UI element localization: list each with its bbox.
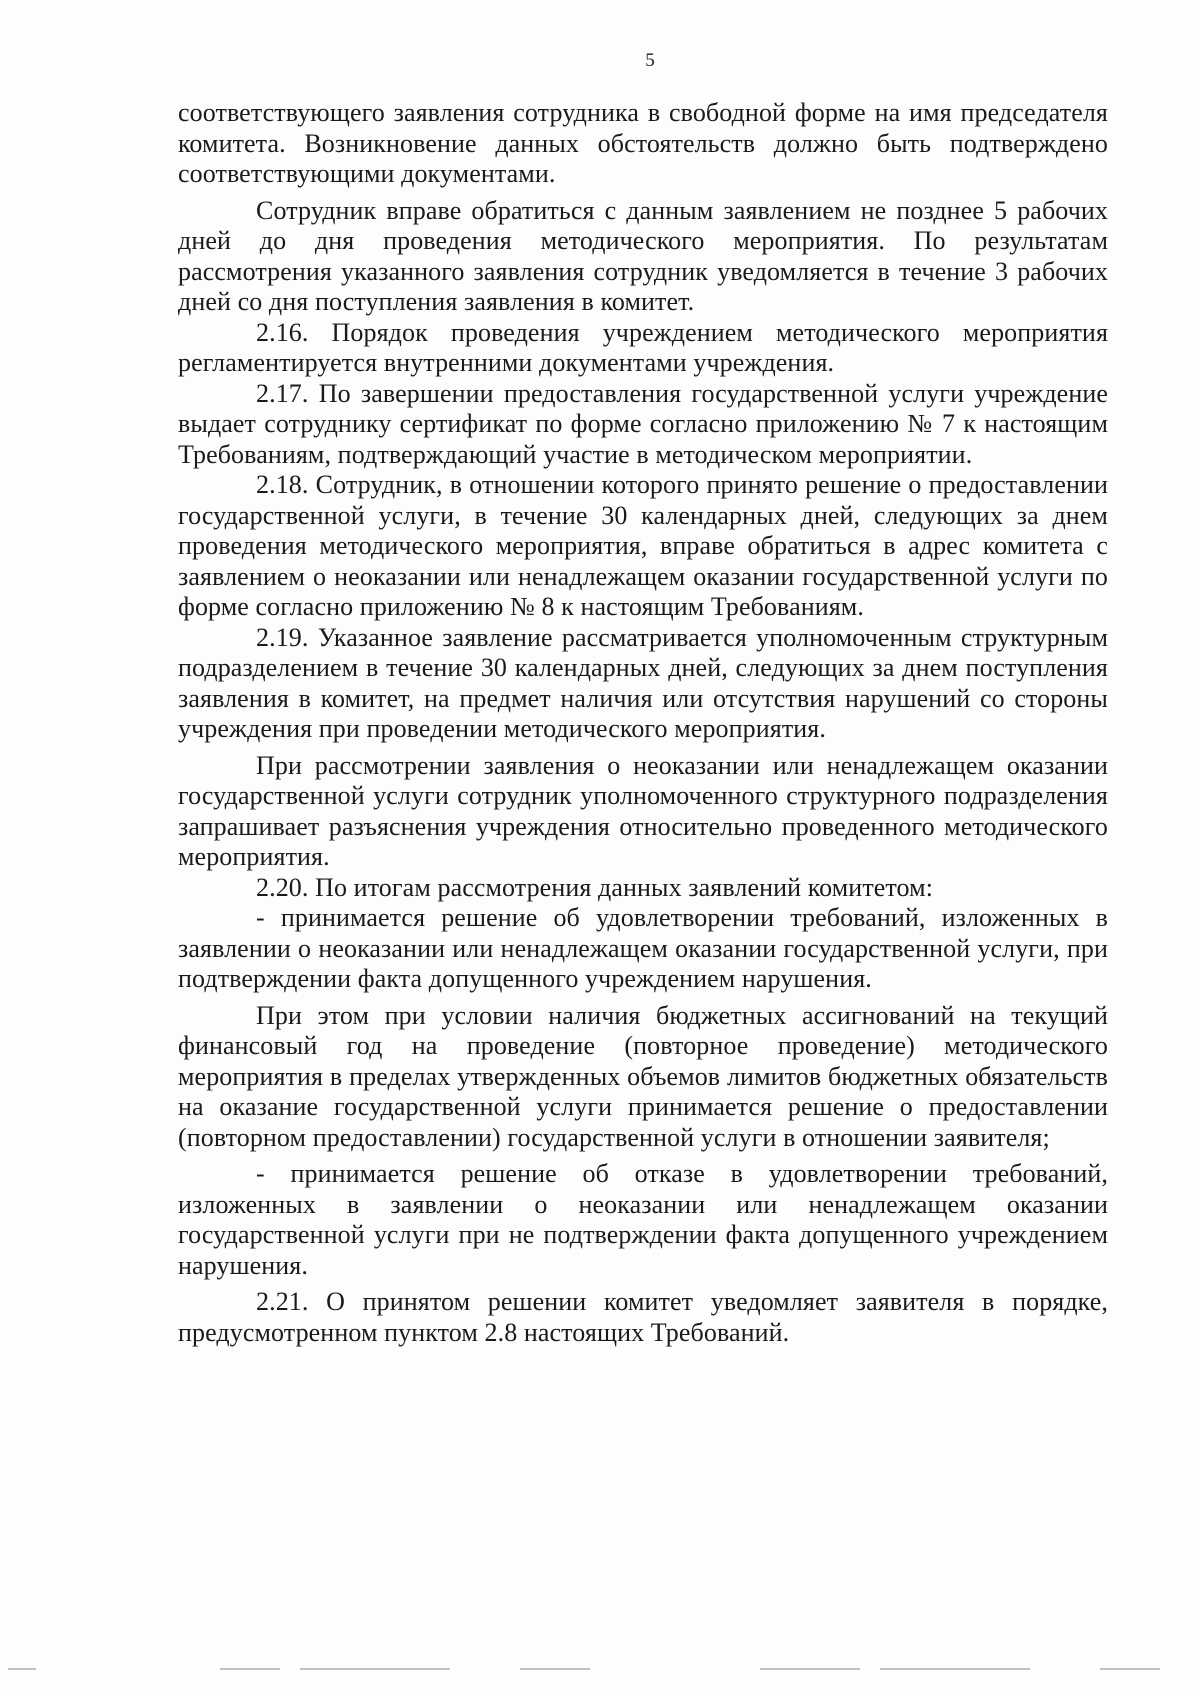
scan-speck [1100,1668,1160,1670]
document-body [178,98,1108,1348]
page-number: 5 [645,50,655,71]
scan-speck [300,1668,450,1670]
paragraph: 2.16. Порядок проведения учреждением методического мероприятия регламентируется внутренними документами учреждения. [178,317,1108,377]
scan-speck [760,1668,860,1670]
paragraph: 2.18. Сотрудник, в отношении которого принято решение о предоставлении государственной услуги, в течение 30 календарных дней, следующих за днем проведения методического мероприятия, вправе обратиться в адрес комитета с заявлением о неоказании или ненадлежащем оказании государственной услуги по форме согласно приложению № 8 к настоящим Требованиям. [178,470,1108,621]
paragraph: соответствующего заявления сотрудника в свободной форме на имя председателя комитета. Возникновение данных обстоятельств должно быть подтверждено соответствующими документами. [178,98,1108,188]
paragraph: 2.17. По завершении предоставления государственной услуги учреждение выдает сотруднику сертификат по форме согласно приложению № 7 к настоящим Требованиям, подтверждающий участие в методическом мероприятии. [178,378,1108,469]
paragraph: При этом при условии наличия бюджетных ассигнований на текущий финансовый год на проведение (повторное проведение) методического мероприятия в пределах утвержденных объемов лимитов бюджетных обязательств на оказание государственной услуги принимается решение о предоставлении (повторном предоставлении) государственной услуги в отношении заявителя; [178,1000,1108,1152]
scan-speck [520,1668,590,1670]
paragraph: 2.20. По итогам рассмотрения данных заявлений комитетом: [256,872,934,902]
scan-speck [8,1668,36,1670]
paragraph: 2.19. Указанное заявление рассматривается уполномоченным структурным подразделением в течение 30 календарных дней, следующих за днем поступления заявления в комитет, на предмет наличия или отсутствия нарушений со стороны учреждения при проведении методического мероприятия. [178,622,1108,743]
scan-speck [220,1668,280,1670]
scan-noise [0,1656,1200,1696]
paragraph: - принимается решение об удовлетворении требований, изложенных в заявлении о неоказании или ненадлежащем оказании государственной услуги, при подтверждении факта допущенного учреждением нарушения. [178,903,1108,993]
paragraph: - принимается решение об отказе в удовлетворении требований, изложенных в заявлении о неоказании или ненадлежащем оказании государственной услуги при не подтверждении факта допущенного учреждением нарушения. [178,1159,1108,1280]
paragraph: 2.21. О принятом решении комитет уведомляет заявителя в порядке, предусмотренном пунктом 2.8 настоящих Требований. [178,1287,1108,1347]
scan-speck [880,1668,1030,1670]
paragraph: Сотрудник вправе обратиться с данным заявлением не позднее 5 рабочих дней до дня проведения методического мероприятия. По результатам рассмотрения указанного заявления сотрудник уведомляется в течение 3 рабочих дней со дня поступления заявления в комитет. [178,195,1108,316]
paragraph: При рассмотрении заявления о неоказании или ненадлежащем оказании государственной услуги сотрудник уполномоченного структурного подразделения запрашивает разъяснения учреждения относительно проведенного методического мероприятия. [178,750,1108,871]
